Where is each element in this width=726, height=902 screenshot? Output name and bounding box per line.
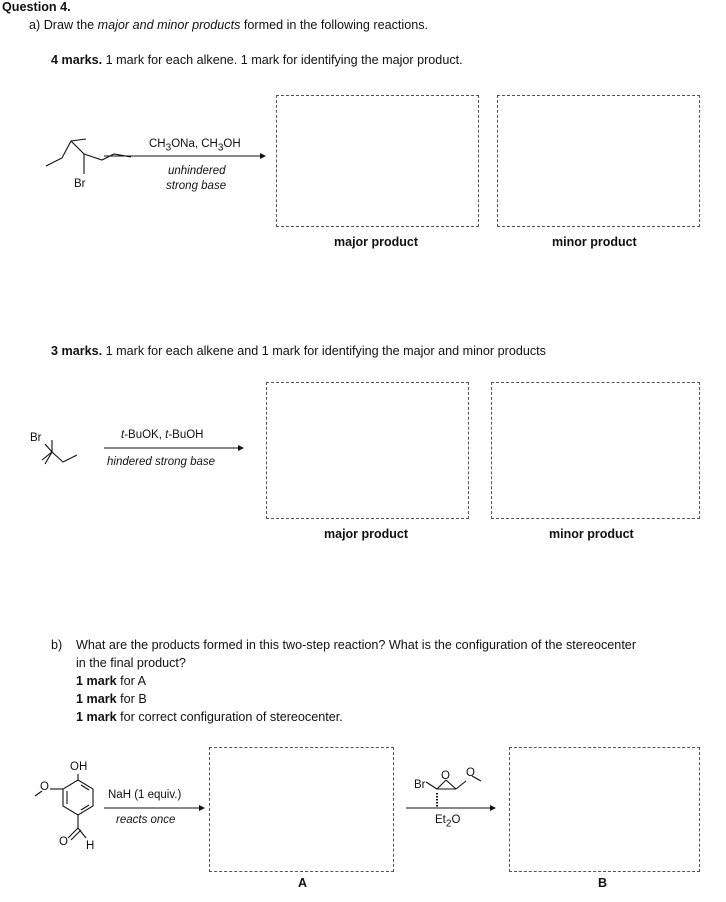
reaction2-minor-label: minor product (549, 527, 634, 541)
part-a-prefix: a) Draw the (29, 18, 98, 32)
reaction1-condition1: unhindered (168, 165, 226, 177)
oh-label: OH (70, 761, 88, 773)
part-b-mark-c-bold: 1 mark (76, 710, 117, 724)
reaction2-major-label: major product (324, 527, 409, 541)
epoxide-ch2-bond (456, 781, 466, 789)
reaction1-reagent-sub2: 3 (217, 142, 224, 154)
reaction1-reagent-c: OH (223, 138, 241, 150)
methoxy-o-label: O (40, 781, 49, 793)
reaction2-reagent-t2: t (165, 429, 169, 441)
question-title: Question 4. (2, 0, 71, 14)
aldehyde-o-label: O (59, 836, 68, 848)
reaction2-reagent-t1: t (121, 429, 125, 441)
reaction3-arrowhead2 (490, 805, 496, 811)
part-b-mark-a-text: for A (116, 674, 147, 688)
epoxide-br-label: Br (414, 779, 426, 791)
solvent-b: O (451, 814, 461, 826)
epoxide-o-label: O (441, 770, 450, 782)
reaction1-marks-bold: 4 marks. (51, 53, 103, 67)
reaction2-reagent-mid: -BuOK, (124, 429, 166, 441)
reaction2-br-label: Br (30, 432, 42, 444)
reaction2-reagent-suffix: -BuOH (168, 429, 204, 441)
reaction3-reagent: NaH (1 equiv.) (108, 789, 182, 801)
box-a-label: A (298, 876, 308, 890)
reaction1-reagent-b: ONa, CH (171, 138, 218, 150)
reaction1-reagent-sub1: 3 (165, 142, 172, 154)
reaction2-marks-bold: 3 marks. (51, 344, 103, 358)
reaction1-marks-text: 1 mark for each alkene. 1 mark for identifying the major product. (102, 53, 463, 67)
reaction2-condition: hindered strong base (107, 456, 216, 468)
part-a-suffix: formed in the following reactions. (240, 18, 428, 32)
reaction1-reagent-a: CH (149, 138, 166, 150)
reaction1-minor-label: minor product (552, 235, 637, 249)
reaction2-marks-text: 1 mark for each alkene and 1 mark for identifying the major and minor products (102, 344, 546, 358)
ether-o-label: O (466, 767, 475, 779)
reaction1-br-label: Br (74, 178, 86, 190)
aldehyde-h-label: H (86, 840, 95, 852)
reaction1-condition2: strong base (166, 180, 227, 192)
reaction3-box-b[interactable] (509, 747, 700, 872)
solvent-sub: 2 (445, 818, 452, 830)
reaction3-condition: reacts once (116, 814, 176, 826)
part-b-mark-b-bold: 1 mark (76, 692, 117, 706)
part-b-mark-c-text: for correct configuration of stereocenter. (116, 710, 343, 724)
box-b-label: B (598, 876, 608, 890)
solvent-a: Et (435, 814, 446, 826)
part-b-prefix: b) (51, 638, 63, 652)
reaction3-solvent (435, 814, 460, 829)
part-b-question-line2: in the final product? (76, 656, 186, 670)
part-b-mark-b-text: for B (116, 692, 147, 706)
epoxide-br-bond (426, 782, 437, 789)
reaction1-major-label: major product (334, 235, 419, 249)
part-b-mark-a-bold: 1 mark (76, 674, 117, 688)
part-a-emphasis: major and minor products (97, 18, 241, 32)
part-b-question-line1: What are the products formed in this two-step reaction? What is the configuration of the stereocenter (76, 638, 637, 652)
